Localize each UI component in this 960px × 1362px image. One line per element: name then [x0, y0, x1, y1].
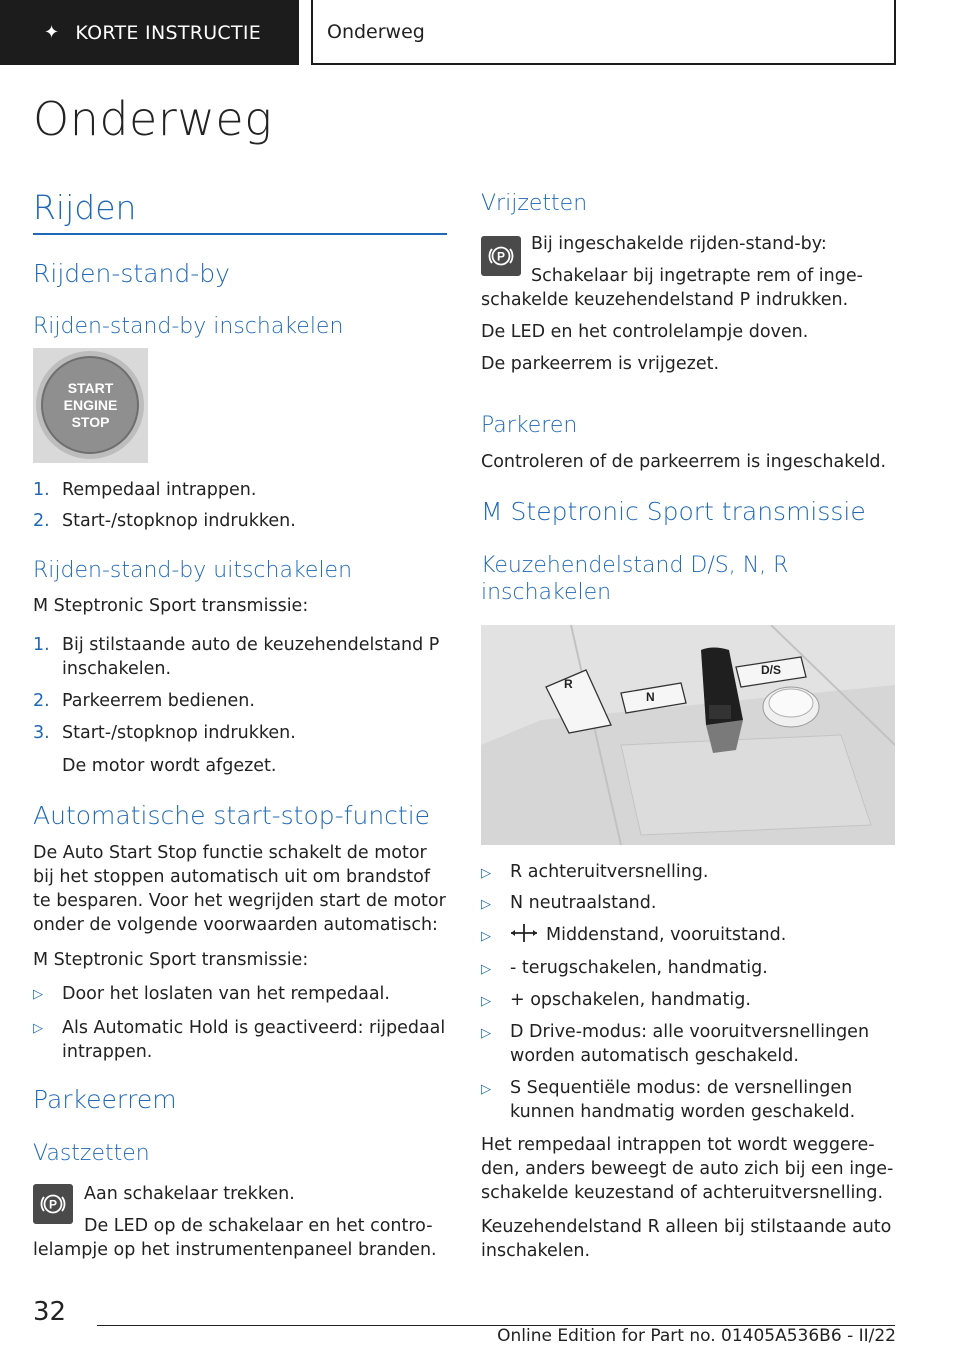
heading-auto-start-stop: Automatische start-stop-functie: [33, 801, 431, 830]
vrijzetten-line: schakelde keuzehendelstand P indrukken.: [481, 290, 849, 310]
tab-onderweg[interactable]: [311, 0, 896, 65]
step-result: De motor wordt afgezet.: [62, 756, 277, 776]
heading-parkeren: Parkeren: [481, 413, 578, 438]
parking-brake-icon: [481, 236, 521, 276]
vastzetten-line: lelampje op het instrumentenpaneel branden.: [33, 1240, 437, 1260]
heading-stand-by-uitschakelen: Rijden-stand-by uitschakelen: [33, 558, 353, 583]
bullet-text: Door het loslaten van het rempedaal.: [62, 984, 390, 1004]
para-line: schakelde keuzestand of achteruitversnelling.: [481, 1183, 884, 1203]
step-number: 2.: [33, 691, 50, 711]
heading-keuzehendelstand: inschakelen: [481, 580, 612, 605]
heading-steptronic: M Steptronic Sport transmissie: [481, 497, 866, 526]
step-number: 1.: [33, 480, 50, 500]
vrijzetten-line: Schakelaar bij ingetrapte rem of inge-: [531, 266, 863, 286]
bullet-text: N neutraalstand.: [510, 893, 657, 913]
bullet-triangle-icon: ▷: [33, 1021, 43, 1036]
heading-keuzehendelstand: Keuzehendelstand D/S, N, R: [481, 553, 789, 578]
heading-stand-by-inschakelen: Rijden-stand-by inschakelen: [33, 314, 344, 339]
step-number: 3.: [33, 723, 50, 743]
tab-korte-instructie[interactable]: [0, 0, 299, 65]
svg-text:P: P: [48, 1197, 58, 1212]
tab-korte-instructie-label: KORTE INSTRUCTIE: [75, 21, 262, 44]
bullet-triangle-icon: ▷: [481, 929, 491, 944]
gear-label-ds: D/S: [761, 663, 782, 677]
vrijzetten-line: De LED en het controlelampje doven.: [481, 322, 809, 342]
autostop-para-line: bij het stoppen automatisch uit om brandstof: [33, 867, 431, 887]
gear-selector-image: [481, 625, 895, 845]
vastzetten-line: De LED op de schakelaar en het contro-: [84, 1216, 433, 1236]
autostop-intro: M Steptronic Sport transmissie:: [33, 950, 309, 970]
bullet-triangle-icon: ▷: [481, 1026, 491, 1041]
bullet-triangle-icon: ▷: [481, 897, 491, 912]
middle-position-icon: [509, 922, 539, 944]
bullet-text: - terugschakelen, handmatig.: [510, 958, 768, 978]
autostop-para-line: De Auto Start Stop functie schakelt de motor: [33, 843, 427, 863]
start-stop-button-image: [33, 348, 148, 463]
stop-label: STOP: [71, 414, 110, 430]
bullet-text: R achteruitversnelling.: [510, 862, 709, 882]
vrijzetten-line: Bij ingeschakelde rijden-stand-by:: [531, 234, 827, 254]
heading-vastzetten: Vastzetten: [33, 1141, 150, 1166]
bullet-triangle-icon: ▷: [481, 994, 491, 1009]
bullet-text: + opschakelen, handmatig.: [510, 990, 751, 1010]
bullet-text: S Sequentiële modus: de versnellingen: [510, 1078, 853, 1098]
bullet-text: intrappen.: [62, 1042, 153, 1062]
bullet-triangle-icon: ▷: [481, 962, 491, 977]
gear-label-r: R: [564, 677, 573, 691]
heading-rijden-stand-by: Rijden-stand-by: [33, 259, 230, 288]
step-number: 2.: [33, 511, 50, 531]
off-intro: M Steptronic Sport transmissie:: [33, 596, 309, 616]
step-text: Bij stilstaande auto de keuzehendelstand P: [62, 635, 440, 655]
heading-vrijzetten: Vrijzetten: [481, 191, 588, 216]
svg-text:P: P: [496, 249, 506, 264]
bullet-text: Middenstand, vooruitstand.: [546, 925, 787, 945]
vrijzetten-line: De parkeerrem is vrijgezet.: [481, 354, 720, 374]
tab-onderweg-label: Onderweg: [327, 20, 425, 43]
heading-parkeerrem: Parkeerrem: [33, 1085, 177, 1114]
para-line: den, anders beweegt de auto zich bij een inge-: [481, 1159, 894, 1179]
bullet-triangle-icon: ▷: [33, 987, 43, 1002]
step-text: Start-/stopknop indrukken.: [62, 723, 296, 743]
vastzetten-line: Aan schakelaar trekken.: [84, 1184, 295, 1204]
gear-label-n: N: [646, 690, 655, 704]
para-line: inschakelen.: [481, 1241, 591, 1261]
page-number: 32: [33, 1297, 67, 1327]
para-line: Keuzehendelstand R alleen bij stilstaande auto: [481, 1217, 892, 1237]
bullet-text: worden automatisch geschakeld.: [510, 1046, 799, 1066]
bullet-text: D Drive-modus: alle vooruitversnellingen: [510, 1022, 870, 1042]
heading-rijden: Rijden: [33, 188, 137, 227]
footer-edition: Online Edition for Part no. 01405A536B6 - II/22: [497, 1326, 896, 1346]
sparkle-icon: ✦: [44, 22, 60, 43]
engine-label: ENGINE: [63, 397, 118, 413]
bullet-text: Als Automatic Hold is geactiveerd: rijpedaal: [62, 1018, 446, 1038]
heading-rule: [33, 233, 447, 235]
start-label: START: [67, 380, 114, 396]
bullet-triangle-icon: ▷: [481, 866, 491, 881]
bullet-triangle-icon: ▷: [481, 1082, 491, 1097]
autostop-para-line: te besparen. Voor het wegrijden start de motor: [33, 891, 446, 911]
parking-brake-icon: [33, 1184, 73, 1224]
step-text: inschakelen.: [62, 659, 172, 679]
step-text: Parkeerrem bedienen.: [62, 691, 255, 711]
parkeren-text: Controleren of de parkeerrem is ingeschakeld.: [481, 452, 887, 472]
autostop-para-line: onder de volgende voorwaarden automatisch:: [33, 915, 438, 935]
step-text: Rempedaal intrappen.: [62, 480, 257, 500]
step-text: Start-/stopknop indrukken.: [62, 511, 296, 531]
para-line: Het rempedaal intrappen tot wordt weggere-: [481, 1135, 875, 1155]
page-title: Onderweg: [33, 92, 273, 146]
step-number: 1.: [33, 635, 50, 655]
bullet-text: kunnen handmatig worden geschakeld.: [510, 1102, 856, 1122]
